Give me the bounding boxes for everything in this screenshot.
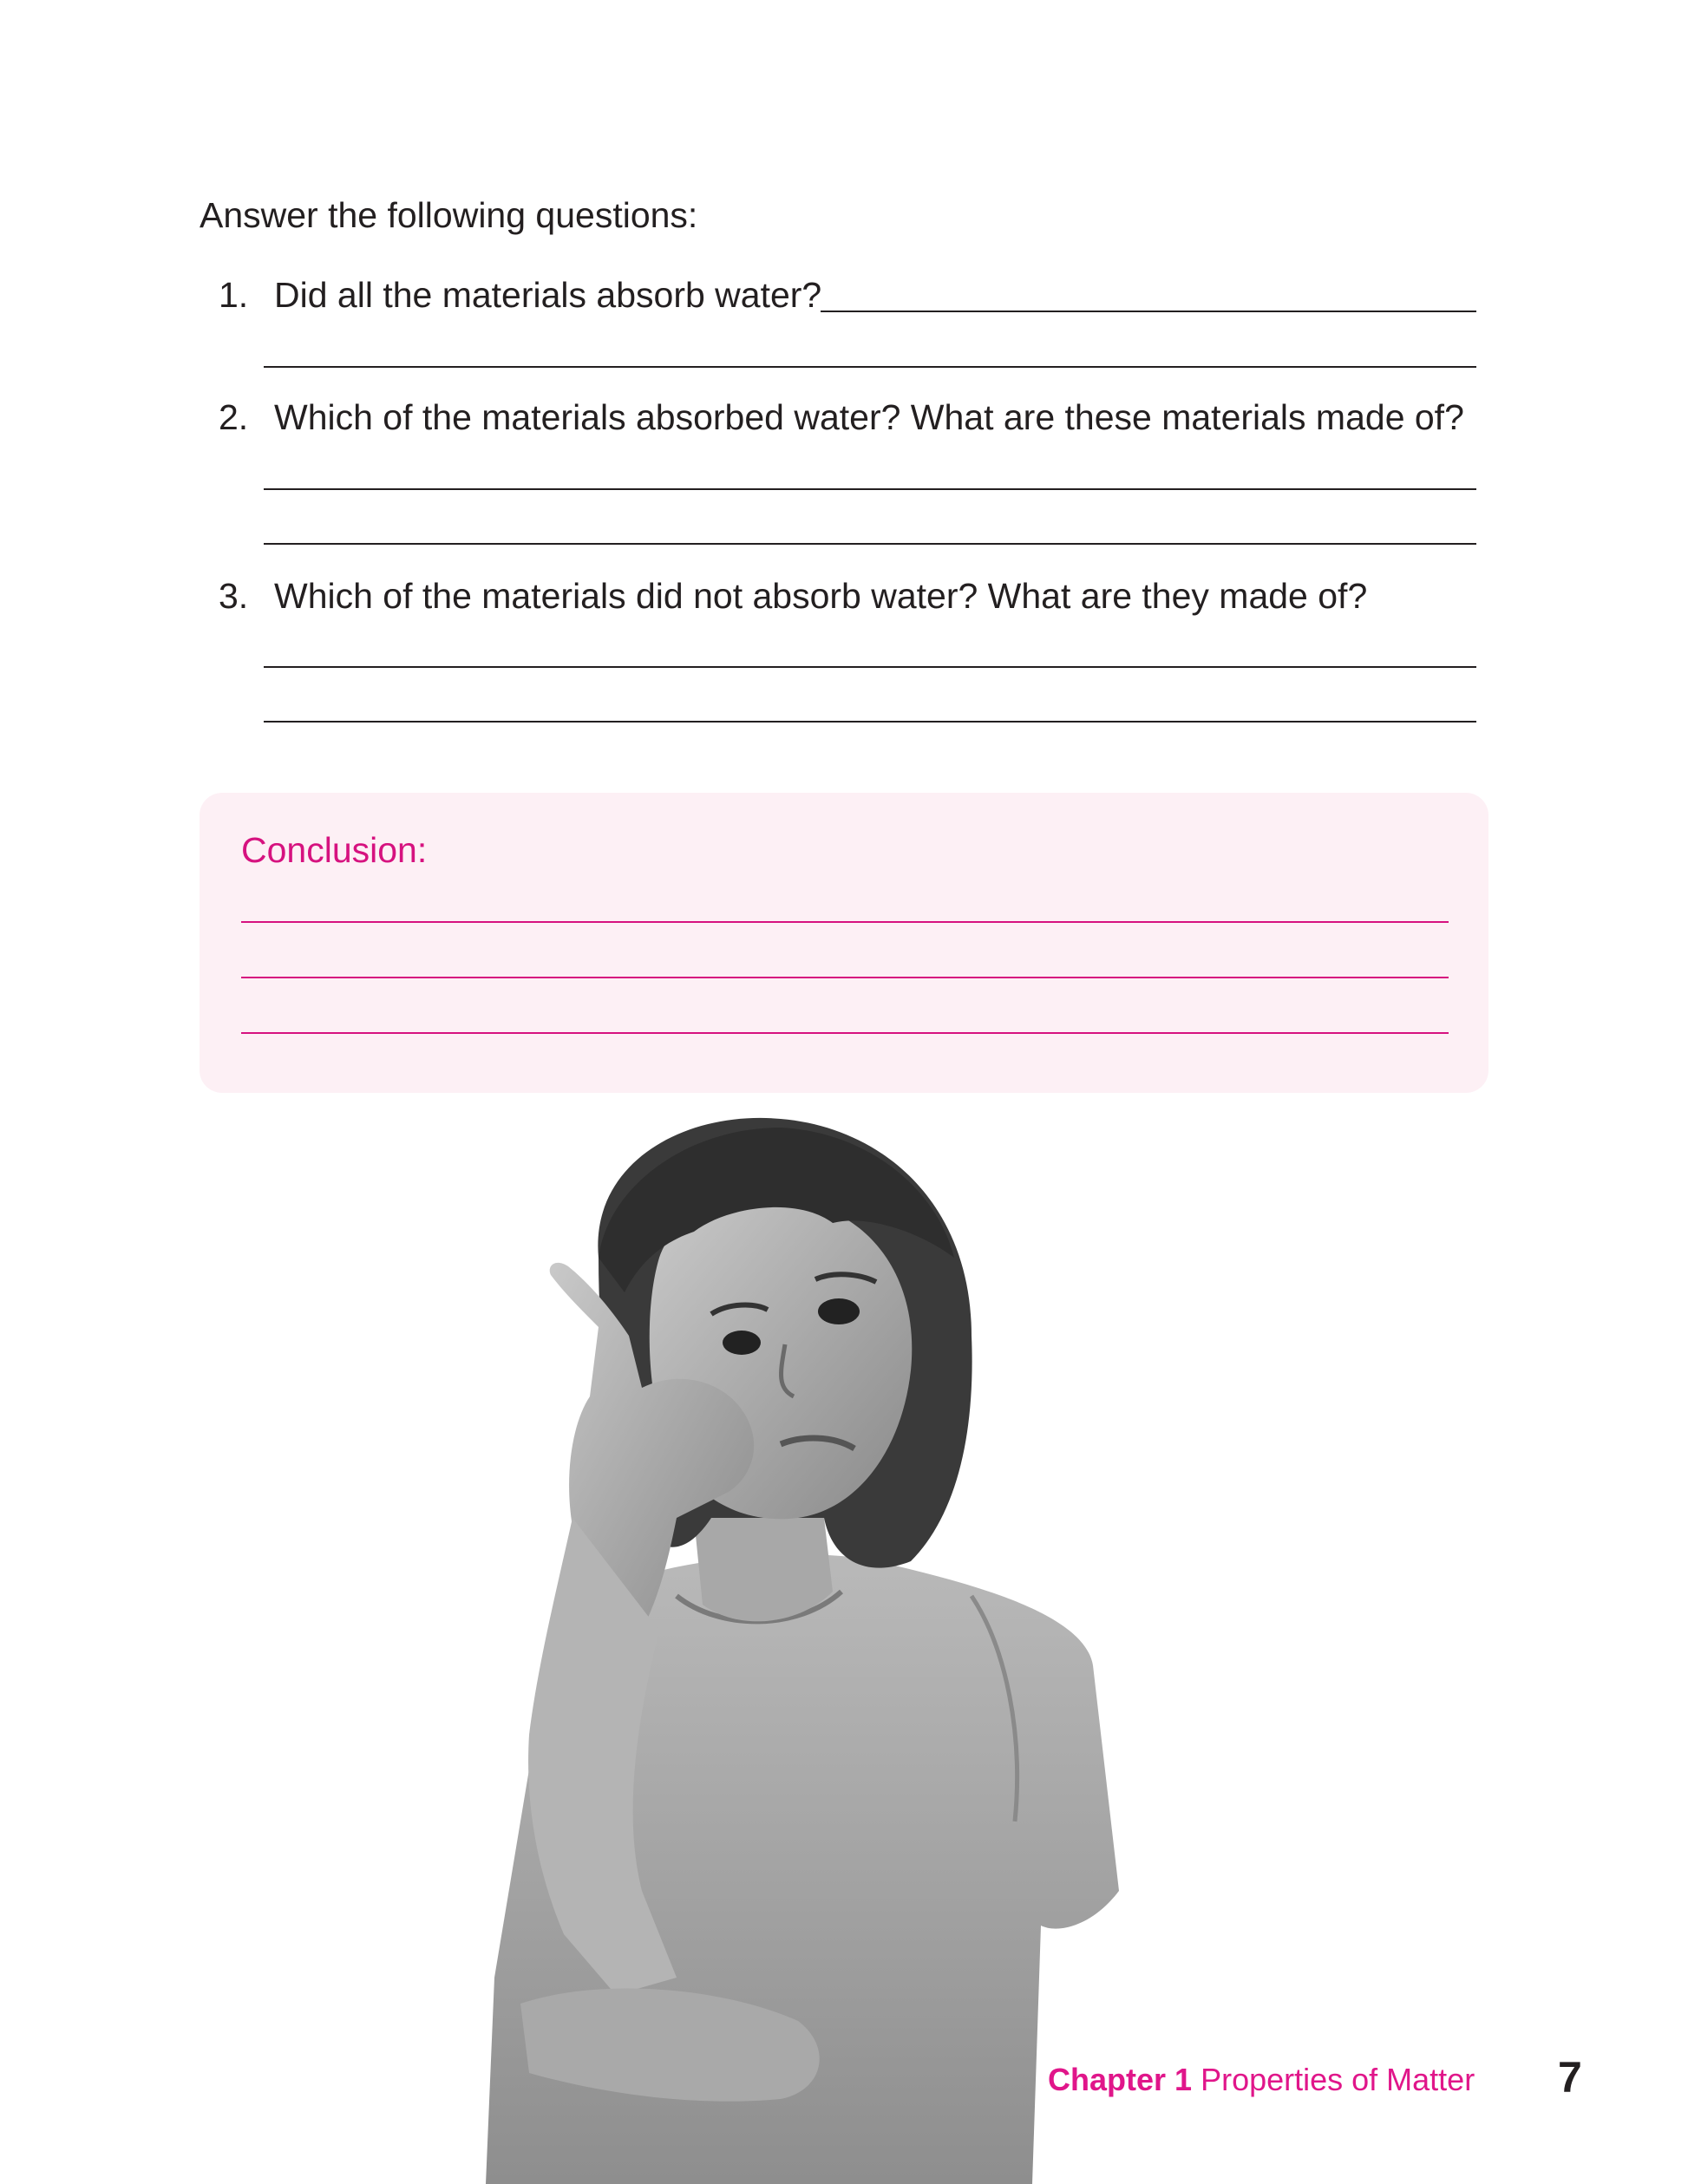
question-1 [219,272,821,317]
question-3 [219,573,1367,618]
girl-thinking-photo [312,1110,1197,2184]
page-number: 7 [1558,2053,1582,2102]
question-number: 2. [219,397,249,437]
answer-line[interactable] [264,721,1476,723]
conclusion-line[interactable] [241,977,1449,978]
answer-line[interactable] [821,311,1476,312]
footer-title: Properties of Matter [1201,2062,1475,2097]
question-2 [219,395,1464,440]
footer-chapter: Chapter 1 [1048,2062,1193,2097]
conclusion-title: Conclusion: [241,830,428,870]
question-text: Which of the materials did not absorb water? What are they made of? [274,576,1368,616]
question-text: Did all the materials absorb water? [274,275,822,315]
answer-line[interactable] [264,666,1476,668]
conclusion-box [200,793,1488,1093]
conclusion-line[interactable] [241,1032,1449,1034]
question-text: Which of the materials absorbed water? What are these materials made of? [274,397,1464,437]
question-number: 3. [219,576,249,616]
answer-line[interactable] [264,543,1476,545]
question-number: 1. [219,275,249,315]
conclusion-line[interactable] [241,921,1449,923]
answer-line[interactable] [264,488,1476,490]
answer-line[interactable] [264,366,1476,368]
footer [1048,2061,1475,2099]
instructions-heading: Answer the following questions: [200,195,698,235]
